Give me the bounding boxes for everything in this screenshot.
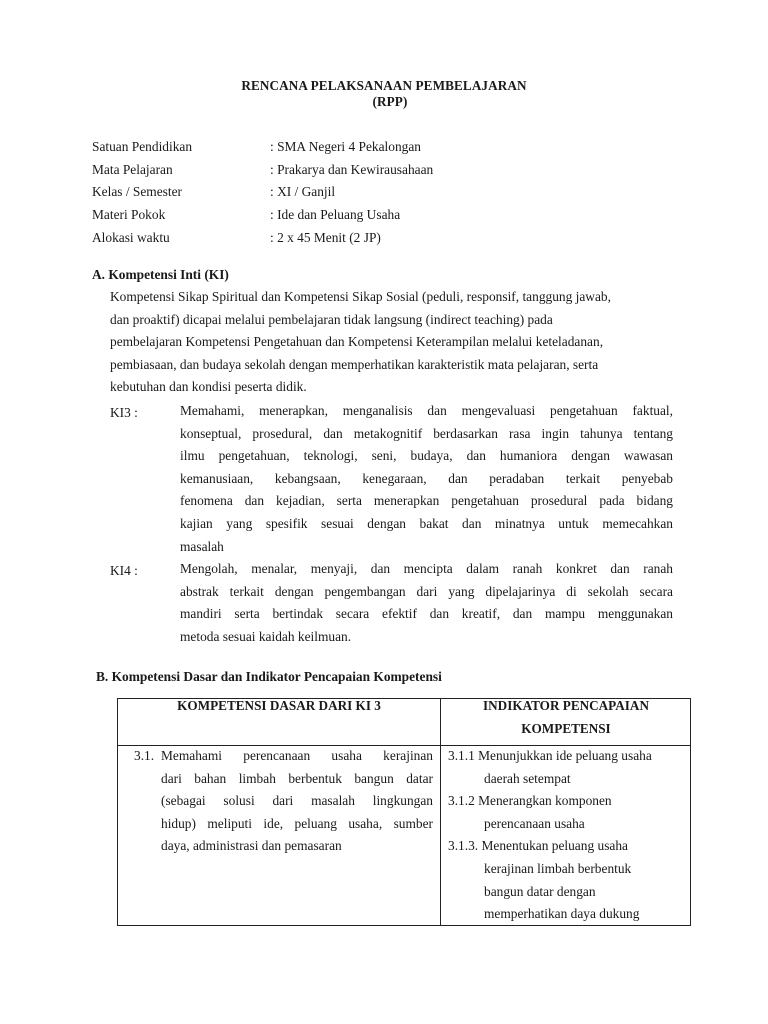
indicator-line: 3.1.1 Menunjukkan ide peluang usaha xyxy=(448,748,652,763)
document-subtitle: (RPP) xyxy=(372,94,408,109)
kd-line: (sebagai solusi dari masalah lingkungan xyxy=(161,793,433,809)
ki3-line: konseptual, prosedural, dan metakognitif berdasarkan rasa ingin tahunya tentang xyxy=(180,425,673,441)
ki3-line: fenomena dan kejadian, serta menerapkan pengetahuan prosedural pada bidang xyxy=(180,493,673,509)
indicator-line: 3.1.2 Menerangkan komponen xyxy=(448,793,612,809)
info-row-satuan xyxy=(92,138,421,156)
info-value: : Ide dan Peluang Usaha xyxy=(270,207,401,222)
document-title: RENCANA PELAKSANAAN PEMBELAJARAN xyxy=(241,78,527,93)
ki3-line: ilmu pengetahuan, teknologi, seni, budaya, dan humaniora dengan wawasan xyxy=(180,448,673,464)
intro-line: pembelajaran Kompetensi Pengetahuan dan Kompetensi Keterampilan melalui keteladanan, xyxy=(110,334,604,350)
indicator-line: memperhatikan daya dukung xyxy=(484,906,640,922)
section-b-heading: B. Kompetensi Dasar dan Indikator Pencapaian Kompetensi xyxy=(96,669,442,684)
kd-text xyxy=(161,745,433,858)
info-row-materi xyxy=(92,206,400,224)
document-title-block xyxy=(0,78,768,110)
intro-line: Kompetensi Sikap Spiritual dan Kompetensi Sikap Sosial (peduli, responsif, tanggung jawab, xyxy=(110,289,611,304)
kd-line: hidup) meliputi ide, peluang usaha, sumber xyxy=(161,815,433,831)
indicator-line: kerajinan limbah berbentuk xyxy=(484,860,632,876)
kd-line: Memahami perencanaan usaha kerajinan xyxy=(161,748,433,763)
info-label: Satuan Pendidikan xyxy=(92,139,193,154)
info-value: : SMA Negeri 4 Pekalongan xyxy=(270,139,421,154)
intro-line: kebutuhan dan kondisi peserta didik. xyxy=(110,379,307,395)
ki3-line: Memahami, menerapkan, menganalisis dan mengevaluasi pengetahuan faktual, xyxy=(180,403,673,418)
ki4-line: mandiri serta bertindak secara efektif dan kreatif, dan mampu menggunakan xyxy=(180,606,673,622)
info-label: Mata Pelajaran xyxy=(92,162,173,177)
ki3-code: KI3 : xyxy=(110,405,138,420)
info-label: Alokasi waktu xyxy=(92,230,170,245)
info-row-mapel xyxy=(92,161,433,179)
indicator-line: daerah setempat xyxy=(484,770,571,786)
info-value: : Prakarya dan Kewirausahaan xyxy=(270,162,434,177)
indicator-line: 3.1.3. Menentukan peluang usaha xyxy=(448,838,628,854)
kd-line: dari bahan limbah berbentuk bangun datar xyxy=(161,770,433,786)
table-header-indicator-line1: INDIKATOR PENCAPAIAN xyxy=(483,698,649,713)
section-a-heading: A. Kompetensi Inti (KI) xyxy=(92,267,229,282)
ki4-text xyxy=(180,558,673,648)
table-header-indicator-line2: KOMPETENSI xyxy=(521,720,611,736)
ki4-line: Mengolah, menalar, menyaji, dan mencipta dalam ranah konkret dan ranah xyxy=(180,561,673,576)
ki4-code: KI4 : xyxy=(110,563,138,578)
ki3-line: masalah xyxy=(180,538,224,554)
table-header-kd: KOMPETENSI DASAR DARI KI 3 xyxy=(177,698,381,713)
info-label: Materi Pokok xyxy=(92,207,166,222)
kd-line: daya, administrasi dan pemasaran xyxy=(161,838,342,854)
indicator-line: perencanaan usaha xyxy=(484,815,585,831)
info-value: : XI / Ganjil xyxy=(270,184,336,199)
intro-line: pembiasaan, dan budaya sekolah dengan memperhatikan karakteristik mata pelajaran, serta xyxy=(110,356,599,372)
ki4-line: abstrak terkait dengan pengembangan dari yang dipelajarinya di sekolah secara xyxy=(180,583,673,599)
ki3-line: kajian yang spesifik sesuai dengan bakat dan minatnya untuk memecahkan xyxy=(180,515,673,531)
indicator-line: bangun datar dengan xyxy=(484,883,596,899)
info-row-alokasi xyxy=(92,229,381,247)
indicator-cell xyxy=(448,745,688,926)
ki3-text xyxy=(180,400,673,558)
info-value: : 2 x 45 Menit (2 JP) xyxy=(270,230,381,245)
section-a-intro xyxy=(110,286,676,399)
ki3-line: kemanusiaan, kebangsaan, kenegaraan, dan peradaban terkait penyebab xyxy=(180,470,673,486)
info-label: Kelas / Semester xyxy=(92,184,182,199)
kd-number: 3.1. xyxy=(134,748,155,763)
table-header-indicator xyxy=(441,695,691,740)
kd-indicator-table xyxy=(117,698,691,926)
intro-line: dan proaktif) dicapai melalui pembelajaran tidak langsung (indirect teaching) pada xyxy=(110,311,553,327)
ki4-line: metoda sesuai kaidah keilmuan. xyxy=(180,628,352,644)
info-row-kelas xyxy=(92,183,335,201)
